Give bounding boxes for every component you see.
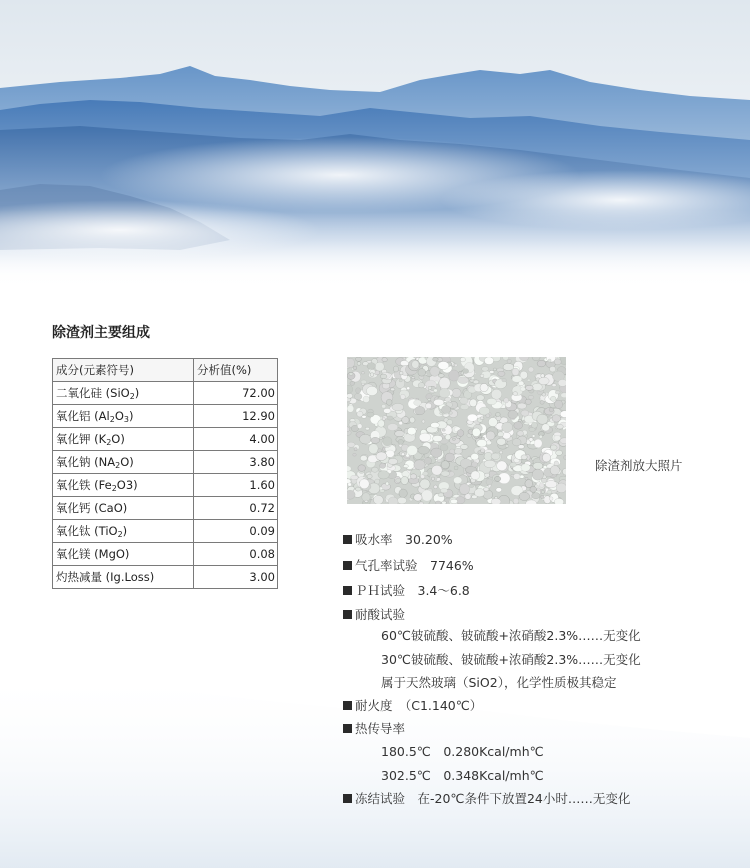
table-row (53, 497, 278, 520)
table-row (53, 428, 278, 451)
cell-name: 氧化铝 $(Al_2O_3)$ (53, 405, 194, 428)
header-name: 成分(元素符号) (53, 359, 194, 382)
property-acid-title: 耐酸试验 (343, 605, 405, 623)
bullet-square-icon (343, 535, 352, 544)
bullet-square-icon (343, 561, 352, 570)
table-row (53, 382, 278, 405)
property-thermal-1: 180.5℃ 0.280Kcal/mh℃ (381, 744, 544, 759)
cell-name: 氧化钠 $(NA_2O)$ (53, 451, 194, 474)
cell-value: 3.80 (194, 451, 278, 474)
table-row (53, 405, 278, 428)
property-acid-1: 60℃铍硫酸、铍硫酸+浓硝酸2.3%……无变化 (381, 628, 641, 643)
cell-value: 0.09 (194, 520, 278, 543)
cell-value: 3.00 (194, 566, 278, 589)
table-row (53, 566, 278, 589)
slag-remover-photo (347, 357, 566, 504)
cell-name: 氧化钛 (TiO$_2$) (53, 520, 194, 543)
bullet-square-icon (343, 610, 352, 619)
cell-value: 1.60 (194, 474, 278, 497)
property-thermal-2: 302.5℃ 0.348Kcal/mh℃ (381, 768, 544, 783)
cell-name: 氧化铁 $(Fe_2O3)$ (53, 474, 194, 497)
cell-value: 0.08 (194, 543, 278, 566)
cell-value: 0.72 (194, 497, 278, 520)
property-water-absorption: 吸水率 30.20% (343, 530, 453, 548)
bullet-square-icon (343, 701, 352, 710)
table-row (53, 543, 278, 566)
property-porosity: 气孔率试验 7746% (343, 556, 474, 574)
cell-value: 4.00 (194, 428, 278, 451)
cell-value: 12.90 (194, 405, 278, 428)
cell-name: 二氧化硅 (SiO$_2$) (53, 382, 194, 405)
property-freeze: 冻结试验 在-20℃条件下放置24小时……无变化 (343, 789, 630, 807)
photo-caption: 除渣剂放大照片 (595, 458, 683, 473)
bullet-square-icon (343, 586, 352, 595)
header-value: 分析值(%) (194, 359, 278, 382)
bullet-square-icon (343, 794, 352, 803)
property-ph: ＰＨ试验 3.4～6.8 (343, 581, 470, 599)
table-header-row (53, 359, 278, 382)
property-acid-2: 30℃铍硫酸、铍硫酸+浓硝酸2.3%……无变化 (381, 652, 641, 667)
composition-table (52, 358, 278, 589)
table-row (53, 520, 278, 543)
table-row (53, 474, 278, 497)
cell-name: 氧化钙 (CaO) (53, 497, 194, 520)
property-thermal-title: 热传导率 (343, 719, 405, 737)
cell-name: 氧化钾 $(K_2O)$ (53, 428, 194, 451)
cell-name: 灼热减量 (Ig.Loss) (53, 566, 194, 589)
banner-mountains-image (0, 0, 750, 290)
property-fire-resistance: 耐火度 （C1.140℃） (343, 696, 482, 714)
bullet-square-icon (343, 724, 352, 733)
table-row (53, 451, 278, 474)
cell-value: 72.00 (194, 382, 278, 405)
property-acid-3: 属于天然玻璃（SiO2），化学性质极其稳定 (381, 675, 617, 690)
section-title: 除渣剂主要组成 (52, 325, 150, 341)
cell-name: 氧化镁 (MgO) (53, 543, 194, 566)
